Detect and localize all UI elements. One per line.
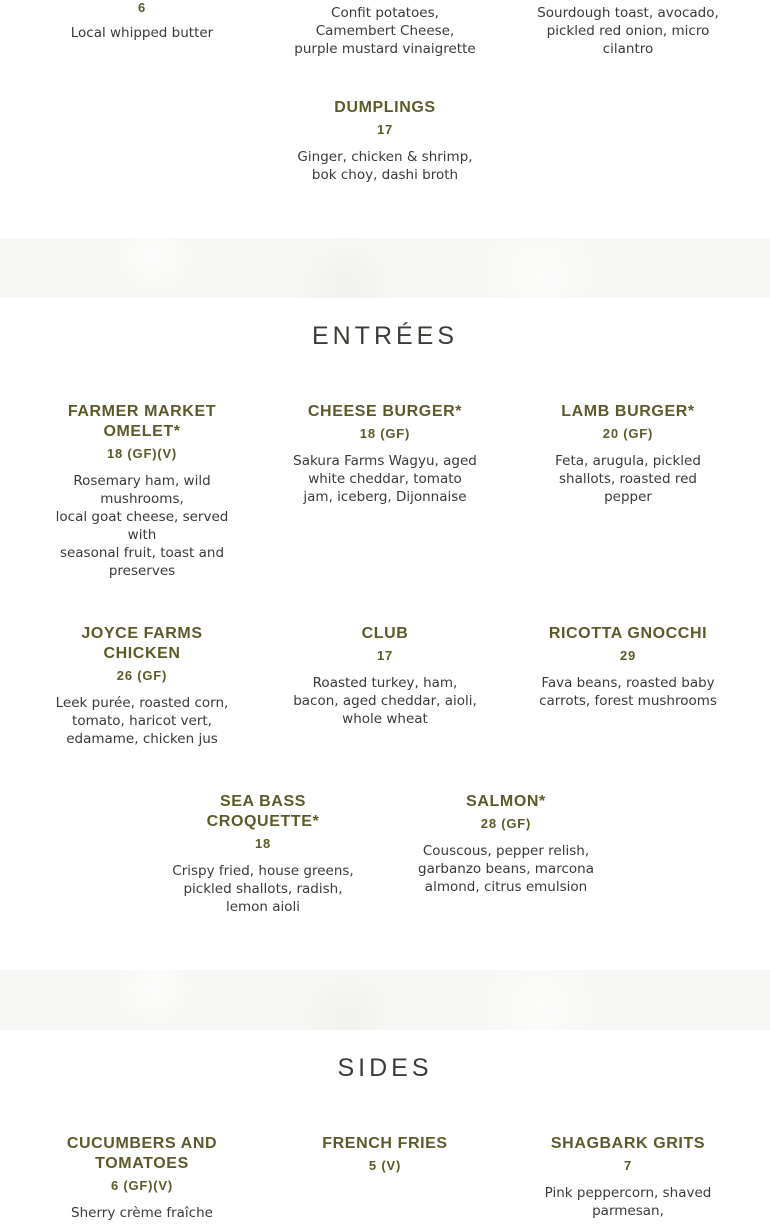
menu-item-butter bbox=[37, 0, 247, 42]
menu-item-description: Fava beans, roasted baby carrots, forest mushrooms bbox=[539, 675, 717, 709]
menu-item-farmer-market-omelet bbox=[37, 402, 247, 580]
menu-item-shagbark-grits bbox=[523, 1134, 733, 1220]
menu-item-description: Leek purée, roasted corn, tomato, haricot vert, edamame, chicken jus bbox=[55, 695, 229, 747]
menu-item-name: DUMPLINGS bbox=[334, 99, 436, 116]
menu-item-description: Sourdough toast, avocado, pickled red onion, micro cilantro bbox=[537, 5, 719, 57]
menu-item-description: Feta, arugula, pickled shallots, roasted red pepper bbox=[555, 453, 701, 505]
menu-item-name: RICOTTA GNOCCHI bbox=[548, 625, 708, 642]
menu-item-name: FARMER MARKET OMELET* bbox=[67, 403, 217, 440]
menu-item-joyce-farms-chicken bbox=[37, 624, 247, 748]
menu-item-price: 5 (V) bbox=[368, 1158, 402, 1173]
menu-item-french-fries bbox=[280, 1134, 490, 1174]
section-title-entrees: ENTRÉES bbox=[311, 322, 459, 350]
menu-item-price: 28 (GF) bbox=[480, 816, 532, 831]
menu-item-club bbox=[280, 624, 490, 728]
menu-item-price: 29 bbox=[619, 648, 637, 663]
menu-item-description: Sherry crème fraîche bbox=[71, 1205, 213, 1221]
menu-item-description: Crispy fried, house greens, pickled shallots, radish, lemon aioli bbox=[172, 863, 354, 915]
menu-item-description: Confit potatoes, Camembert Cheese, purple mustard vinaigrette bbox=[294, 5, 476, 57]
menu-item-dumplings bbox=[280, 98, 490, 184]
menu-item-description: Pink peppercorn, shaved parmesan, bbox=[544, 1185, 712, 1219]
menu-item-cucumbers-and-tomatoes bbox=[37, 1134, 247, 1222]
menu-item-name: SHAGBARK GRITS bbox=[550, 1135, 706, 1152]
menu-item-description: Local whipped butter bbox=[70, 25, 214, 41]
menu-item-price: 18 (GF)(V) bbox=[106, 446, 178, 461]
menu-item-description: Roasted turkey, ham, bacon, aged cheddar, aioli, whole wheat bbox=[293, 675, 477, 727]
menu-item-price: 20 (GF) bbox=[602, 426, 654, 441]
section-divider bbox=[0, 238, 770, 298]
menu-item-name: FRENCH FRIES bbox=[322, 1135, 448, 1152]
menu-item-name: SEA BASS CROQUETTE* bbox=[206, 793, 320, 830]
menu-item-lamb-burger bbox=[523, 402, 733, 506]
menu-item-description: Rosemary ham, wild mushrooms, local goat cheese, served with seasonal fruit, toast and preserves bbox=[55, 473, 229, 579]
menu-item-price: 17 bbox=[376, 122, 394, 137]
section-divider bbox=[0, 970, 770, 1030]
menu-item-price: 6 bbox=[137, 0, 147, 15]
menu-item-price: 6 (GF)(V) bbox=[110, 1178, 174, 1193]
menu-item-price: 7 bbox=[623, 1158, 633, 1173]
menu-item-name: JOYCE FARMS CHICKEN bbox=[81, 625, 203, 662]
menu-item-description: Ginger, chicken & shrimp, bok choy, dashi broth bbox=[297, 149, 473, 183]
menu-item-price: 26 (GF) bbox=[116, 668, 168, 683]
section-title-sides: SIDES bbox=[337, 1054, 433, 1082]
menu-item-name: SALMON* bbox=[466, 793, 546, 810]
menu-item-name: LAMB BURGER* bbox=[561, 403, 695, 420]
menu-item-sea-bass-croquette bbox=[158, 792, 368, 916]
menu-item-price: 17 bbox=[376, 648, 394, 663]
menu-item-price: 18 bbox=[254, 836, 272, 851]
menu-item-cheese-burger bbox=[280, 402, 490, 506]
menu-item-description: Couscous, pepper relish, garbanzo beans, marcona almond, citrus emulsion bbox=[418, 843, 594, 895]
menu-item-price: 18 (GF) bbox=[359, 426, 411, 441]
menu-item-name: CHEESE BURGER* bbox=[307, 403, 463, 420]
menu-item-ricotta-gnocchi bbox=[523, 624, 733, 710]
menu-item-name: CUCUMBERS AND TOMATOES bbox=[66, 1135, 218, 1172]
menu-item-avocado-toast bbox=[523, 4, 733, 58]
menu-item-potatoes bbox=[280, 4, 490, 58]
menu-item-name: CLUB bbox=[361, 625, 409, 642]
menu-item-salmon bbox=[401, 792, 611, 896]
menu-item-description: Sakura Farms Wagyu, aged white cheddar, tomato jam, iceberg, Dijonnaise bbox=[293, 453, 477, 505]
